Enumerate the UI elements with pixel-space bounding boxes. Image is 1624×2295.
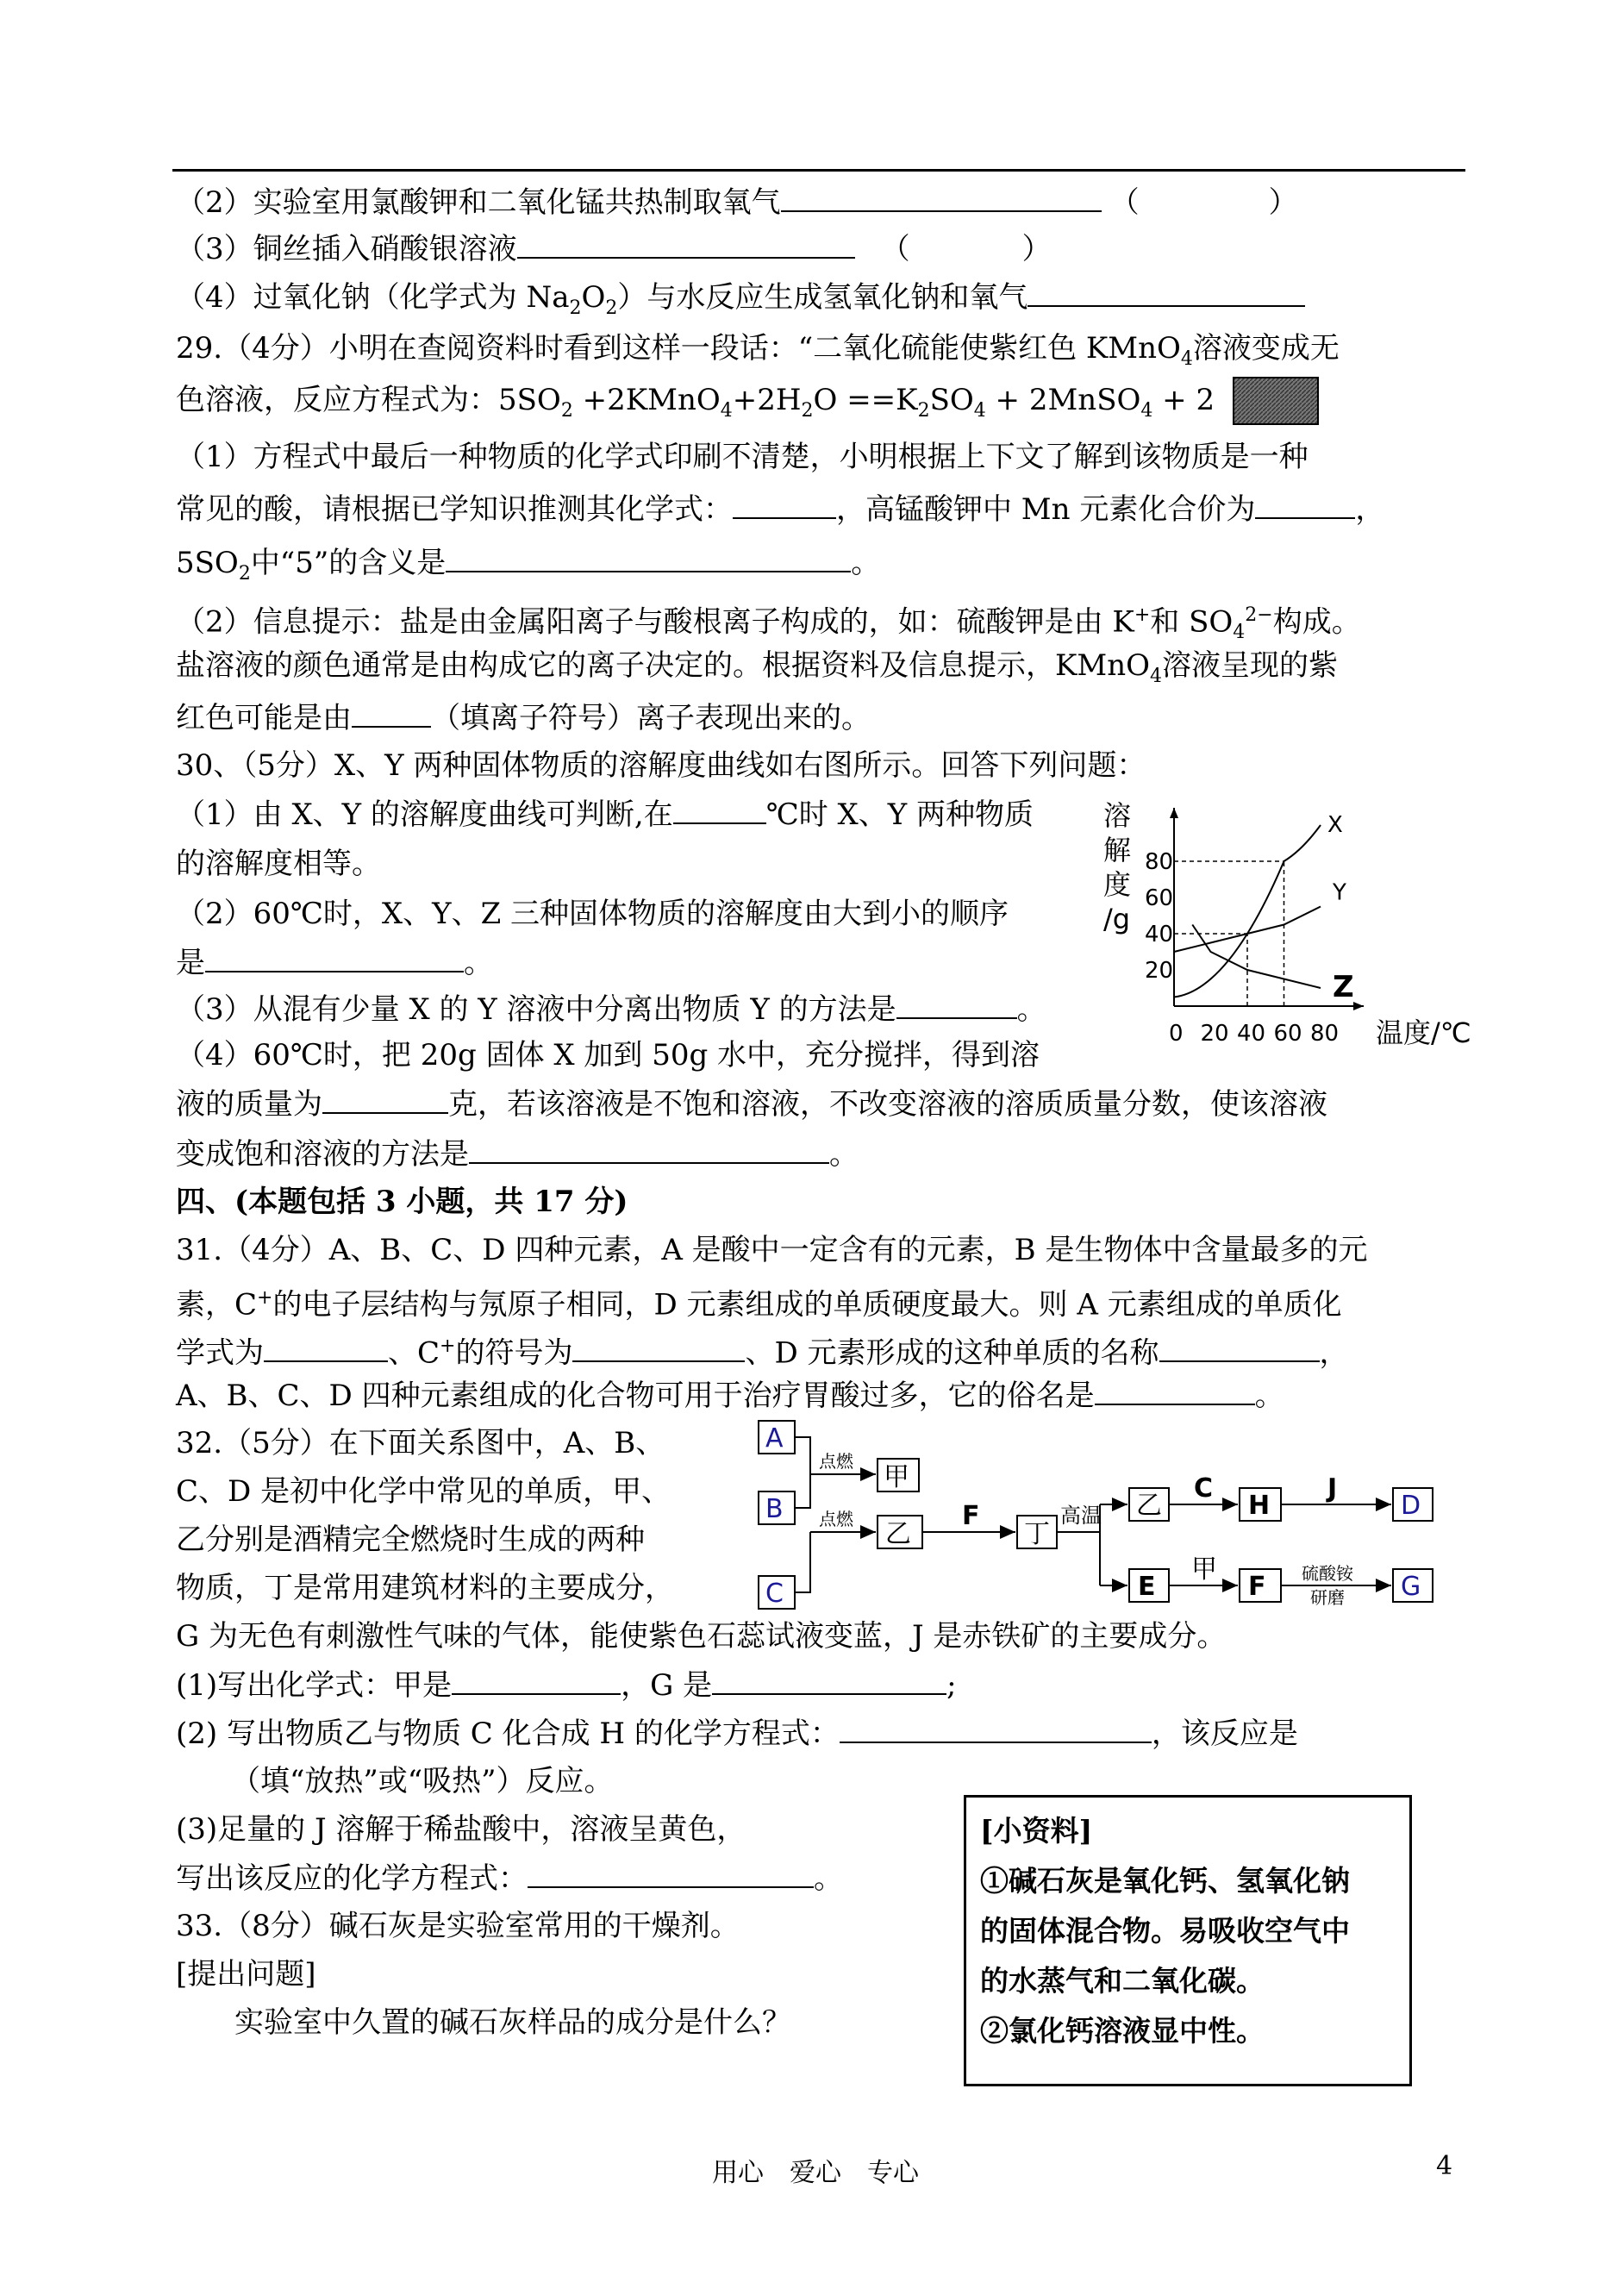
info-box-title: [小资料] [980,1814,1093,1848]
q30-intro: 30、（5分）X、Y 两种固体物质的溶解度曲线如右图所示。回答下列问题： [176,748,1146,783]
x-tick-80: 80 [1310,1021,1340,1047]
q30-p3: （3）从混有少量 X 的 Y 溶液中分离出物质 Y 的方法是 。 [176,990,1046,1029]
ylabel-char-1: 溶 [1103,799,1132,832]
node-A: A [765,1423,784,1454]
x-tick-40: 40 [1237,1021,1266,1047]
series-label-X: X [1327,812,1343,838]
q29-p1-line2: 常见的酸，请根据已学知识推测其化学式： ，高锰酸钾中 Mn 元素化合价为 ， [176,490,1384,528]
q30-p4-line2: 液的质量为 克，若该溶液是不饱和溶液，不改变溶液的溶质质量分数，使该溶液 [176,1085,1327,1123]
q30-p4-line3: 变成饱和溶液的方法是 。 [176,1135,859,1173]
q29-p2-line2: 盐溶液的颜色通常是由构成它的离子决定的。根据资料及信息提示，KMnO$_4$溶液呈现的紫 [176,648,1338,687]
node-G: G [1401,1572,1421,1602]
q32-line3: 乙分别是酒精完全燃烧时生成的两种 [176,1523,645,1557]
ylabel-char-45: /g [1103,903,1131,935]
y-tick-20: 20 [1145,958,1174,984]
q29-p2-line1: （2）信息提示：盐是由金属阳离子与酸根离子构成的，如：硫酸钾是由 K+和 $SO_4^{2-}$构成。 [176,604,1361,644]
relationship-diagram [750,1414,1474,1621]
q30-p2-line2: 是 。 [176,943,493,982]
label-F: F [962,1501,980,1531]
info-box-line1: ①碱石灰是氧化钙、氢氧化钠 [980,1864,1350,1898]
q28-item-4: （4）过氧化钠（化学式为 $Na_2O_2$）与水反应生成氢氧化钠和氧气 [176,278,1305,328]
q30-p1-line1: （1）由 X、Y 的溶解度曲线可判断,在 ℃时 X、Y 两种物质 [176,795,1034,834]
section-4-heading: 四、(本题包括 3 小题，共 17 分) [176,1185,628,1219]
q32-q3-line2: 写出该反应的化学方程式： 。 [176,1859,843,1898]
node-B: B [765,1494,784,1524]
q31-line4: A、B、C、D 四种元素组成的化合物可用于治疗胃酸过多，它的俗名是 。 [176,1376,1284,1415]
node-F: F [1248,1572,1266,1602]
label-dianran-2: 点燃 [819,1509,853,1529]
q30-p1-line2: 的溶解度相等。 [176,847,381,881]
node-D: D [1401,1491,1421,1521]
q33-line2: [提出问题] [176,1957,316,1992]
q29-intro-2: 色溶液，反应方程式为：$5SO_2$ $+2KMnO_4+2H_2O ==K_2SO_4$ + 2MnSO$_4$ + 2 [176,383,1215,422]
page-number: 4 [1436,2151,1453,2181]
q30-p4-line1: （4）60℃时，把 20g 固体 X 加到 50g 水中，充分搅拌，得到溶 [176,1038,1040,1072]
q30-p2-line1: （2）60℃时，X、Y、Z 三种固体物质的溶解度由大到小的顺序 [176,897,1009,931]
node-yi: 乙 [885,1519,911,1549]
y-tick-40: 40 [1145,922,1174,947]
node-yi-2: 乙 [1136,1491,1162,1521]
q32-q2-line1: (2) 写出物质乙与物质 C 化合成 H 的化学方程式： ，该反应是 [176,1714,1298,1753]
y-tick-60: 60 [1145,885,1174,911]
label-dianran-1: 点燃 [819,1451,853,1472]
node-jia: 甲 [884,1462,909,1492]
label-C: C [1194,1473,1214,1504]
q32-q3-line1: (3)足量的 J 溶解于稀盐酸中，溶液呈黄色， [176,1812,746,1847]
header-rule [172,169,1465,172]
q29-p2-line3: 红色可能是由 （填离子符号）离子表现出来的。 [176,698,871,737]
label-jia: 甲 [1191,1554,1217,1585]
q29-intro-1: 29.（4分）小明在查阅资料时看到这样一段话：“二氧化硫能使紫红色 KMnO$_4$溶液变成无 [176,331,1340,370]
q32-q2-line2: （填“放热”或“吸热”）反应。 [231,1764,614,1798]
q31-line1: 31.（4分）A、B、C、D 四种元素，A 是酸中一定含有的元素，B 是生物体中含量最多的元 [176,1233,1368,1267]
series-label-Z: Z [1333,970,1354,1004]
series-label-Y: Y [1333,879,1346,906]
q33-line1: 33.（8分）碱石灰是实验室常用的干燥剂。 [176,1909,740,1943]
info-box-line3: 的水蒸气和二氧化碳。 [980,1964,1265,1998]
node-C: C [765,1579,784,1609]
q28-item-2: （2）实验室用氯酸钾和二氧化锰共热制取氧气 （ ） [176,183,1298,222]
label-reagent-1: 硫酸铵 [1302,1563,1353,1584]
smudged-formula-box [1233,377,1319,425]
q32-line2: C、D 是初中化学中常见的单质，甲、 [176,1474,671,1509]
y-tick-80: 80 [1145,849,1174,875]
q32-line5: G 为无色有刺激性气味的气体，能使紫色石蕊试液变蓝，J 是赤铁矿的主要成分。 [176,1619,1227,1654]
q32-line1: 32.（5分）在下面关系图中，A、B、 [176,1426,665,1460]
q29-p1-line1: （1）方程式中最后一种物质的化学式印刷不清楚，小明根据上下文了解到该物质是一种 [176,440,1309,474]
x-tick-0: 0 [1169,1021,1184,1047]
q31-line3: 学式为 、C+的符号为 、D 元素形成的这种单质的名称 ， [176,1328,1349,1372]
q32-line4: 物质，丁是常用建筑材料的主要成分， [176,1571,674,1605]
node-E: E [1138,1572,1156,1602]
ylabel-char-3: 度 [1103,868,1132,901]
q33-line3: 实验室中久置的碱石灰样品的成分是什么？ [234,2005,791,2040]
label-gaowen: 高温 [1060,1504,1102,1528]
ylabel-char-2: 解 [1103,834,1132,866]
footer-motto: 用心 爱心 专心 [712,2158,919,2188]
x-axis-arrow [1353,1002,1364,1010]
q31-line2: 素，C+的电子层结构与氖原子相同，D 元素组成的单质硬度最大。则 A 元素组成的单质化 [176,1287,1342,1323]
info-box-line4: ②氯化钙溶液显中性。 [980,2014,1265,2048]
xlabel: 温度/℃ [1376,1016,1471,1049]
x-tick-60: 60 [1273,1021,1302,1047]
y-axis-arrow [1170,808,1178,818]
node-H: H [1248,1491,1271,1521]
q29-p1-line3: $5SO_2$中“5”的含义是 。 [176,543,880,593]
x-tick-20: 20 [1200,1021,1229,1047]
node-ding: 丁 [1024,1519,1050,1549]
solubility-chart [1095,789,1471,1056]
q32-q1: (1)写出化学式：甲是 ，G 是 ; [176,1666,957,1704]
q28-item-3: （3）铜丝插入硝酸银溶液 （ ） [176,229,1052,268]
info-box-line2: 的固体混合物。易吸收空气中 [980,1914,1350,1948]
info-box [964,1795,1412,2086]
label-J: J [1327,1473,1338,1504]
label-reagent-2: 研磨 [1310,1587,1345,1608]
